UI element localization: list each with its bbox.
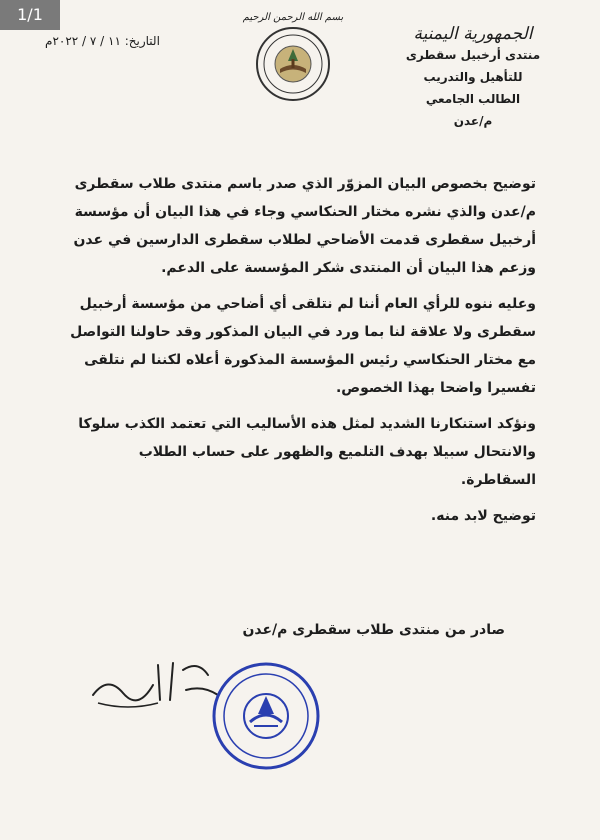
page-counter: 1/1 — [0, 0, 60, 30]
paragraph-3: ونؤكد استنكارنا الشديد لمثل هذه الأساليب التي تعتمد الكذب سلوكا والانتحال سبيلا بهدف التلميع والظهور على حساب الطلاب السقاطرة. — [78, 416, 536, 488]
official-stamp-icon — [210, 660, 322, 772]
paragraph-2: وعليه ننوه للرأي العام أننا لم نتلقى أي أضاحي من مؤسسة أرخبيل سقطرى ولا علاقة لنا بما ورد في البيان المذكور وقد حاولنا التواصل مع مختار الحنكاسي رئيس المؤسسة المذكورة أعلاه لكننا لم نتلقى تفسيرا واضحا بهذا الخصوص. — [70, 296, 536, 396]
org-subtitle: للتأهيل والتدريب — [423, 70, 523, 84]
paragraph-4: توضيح لابد منه. — [430, 508, 536, 524]
forum-logo-icon — [254, 25, 332, 103]
letterhead-center — [218, 12, 368, 107]
letter-date: التاريخ: ١١ / ٧ / ٢٠٢٢م — [45, 34, 160, 48]
country-name: الجمهورية اليمنية — [413, 24, 533, 44]
letterhead-right — [398, 24, 548, 132]
paragraph-1: توضيح بخصوص البيان المزوّر الذي صدر باسم منتدى طلاب سقطرى م/عدن والذي نشره مختار الحنكاسي وجاء في هذا البيان أن مؤسسة أرخبيل سقطرى قدمت الأضاحي لطلاب سقطرى الدارسين في عدن وزعم هذا البيان أن المنتدى شكر المؤسسة على الدعم. — [73, 176, 536, 276]
org-name: منتدى أرخبيل سقطرى — [405, 48, 541, 62]
handwritten-signature-icon — [88, 655, 228, 715]
letter-body — [66, 170, 536, 538]
org-subtitle-2: الطالب الجامعي — [425, 92, 521, 106]
issuer-line: صادر من منتدى طلاب سقطرى م/عدن — [242, 622, 505, 638]
org-city: م/عدن — [453, 114, 493, 128]
basmala: بسم الله الرحمن الرحيم — [242, 12, 344, 23]
